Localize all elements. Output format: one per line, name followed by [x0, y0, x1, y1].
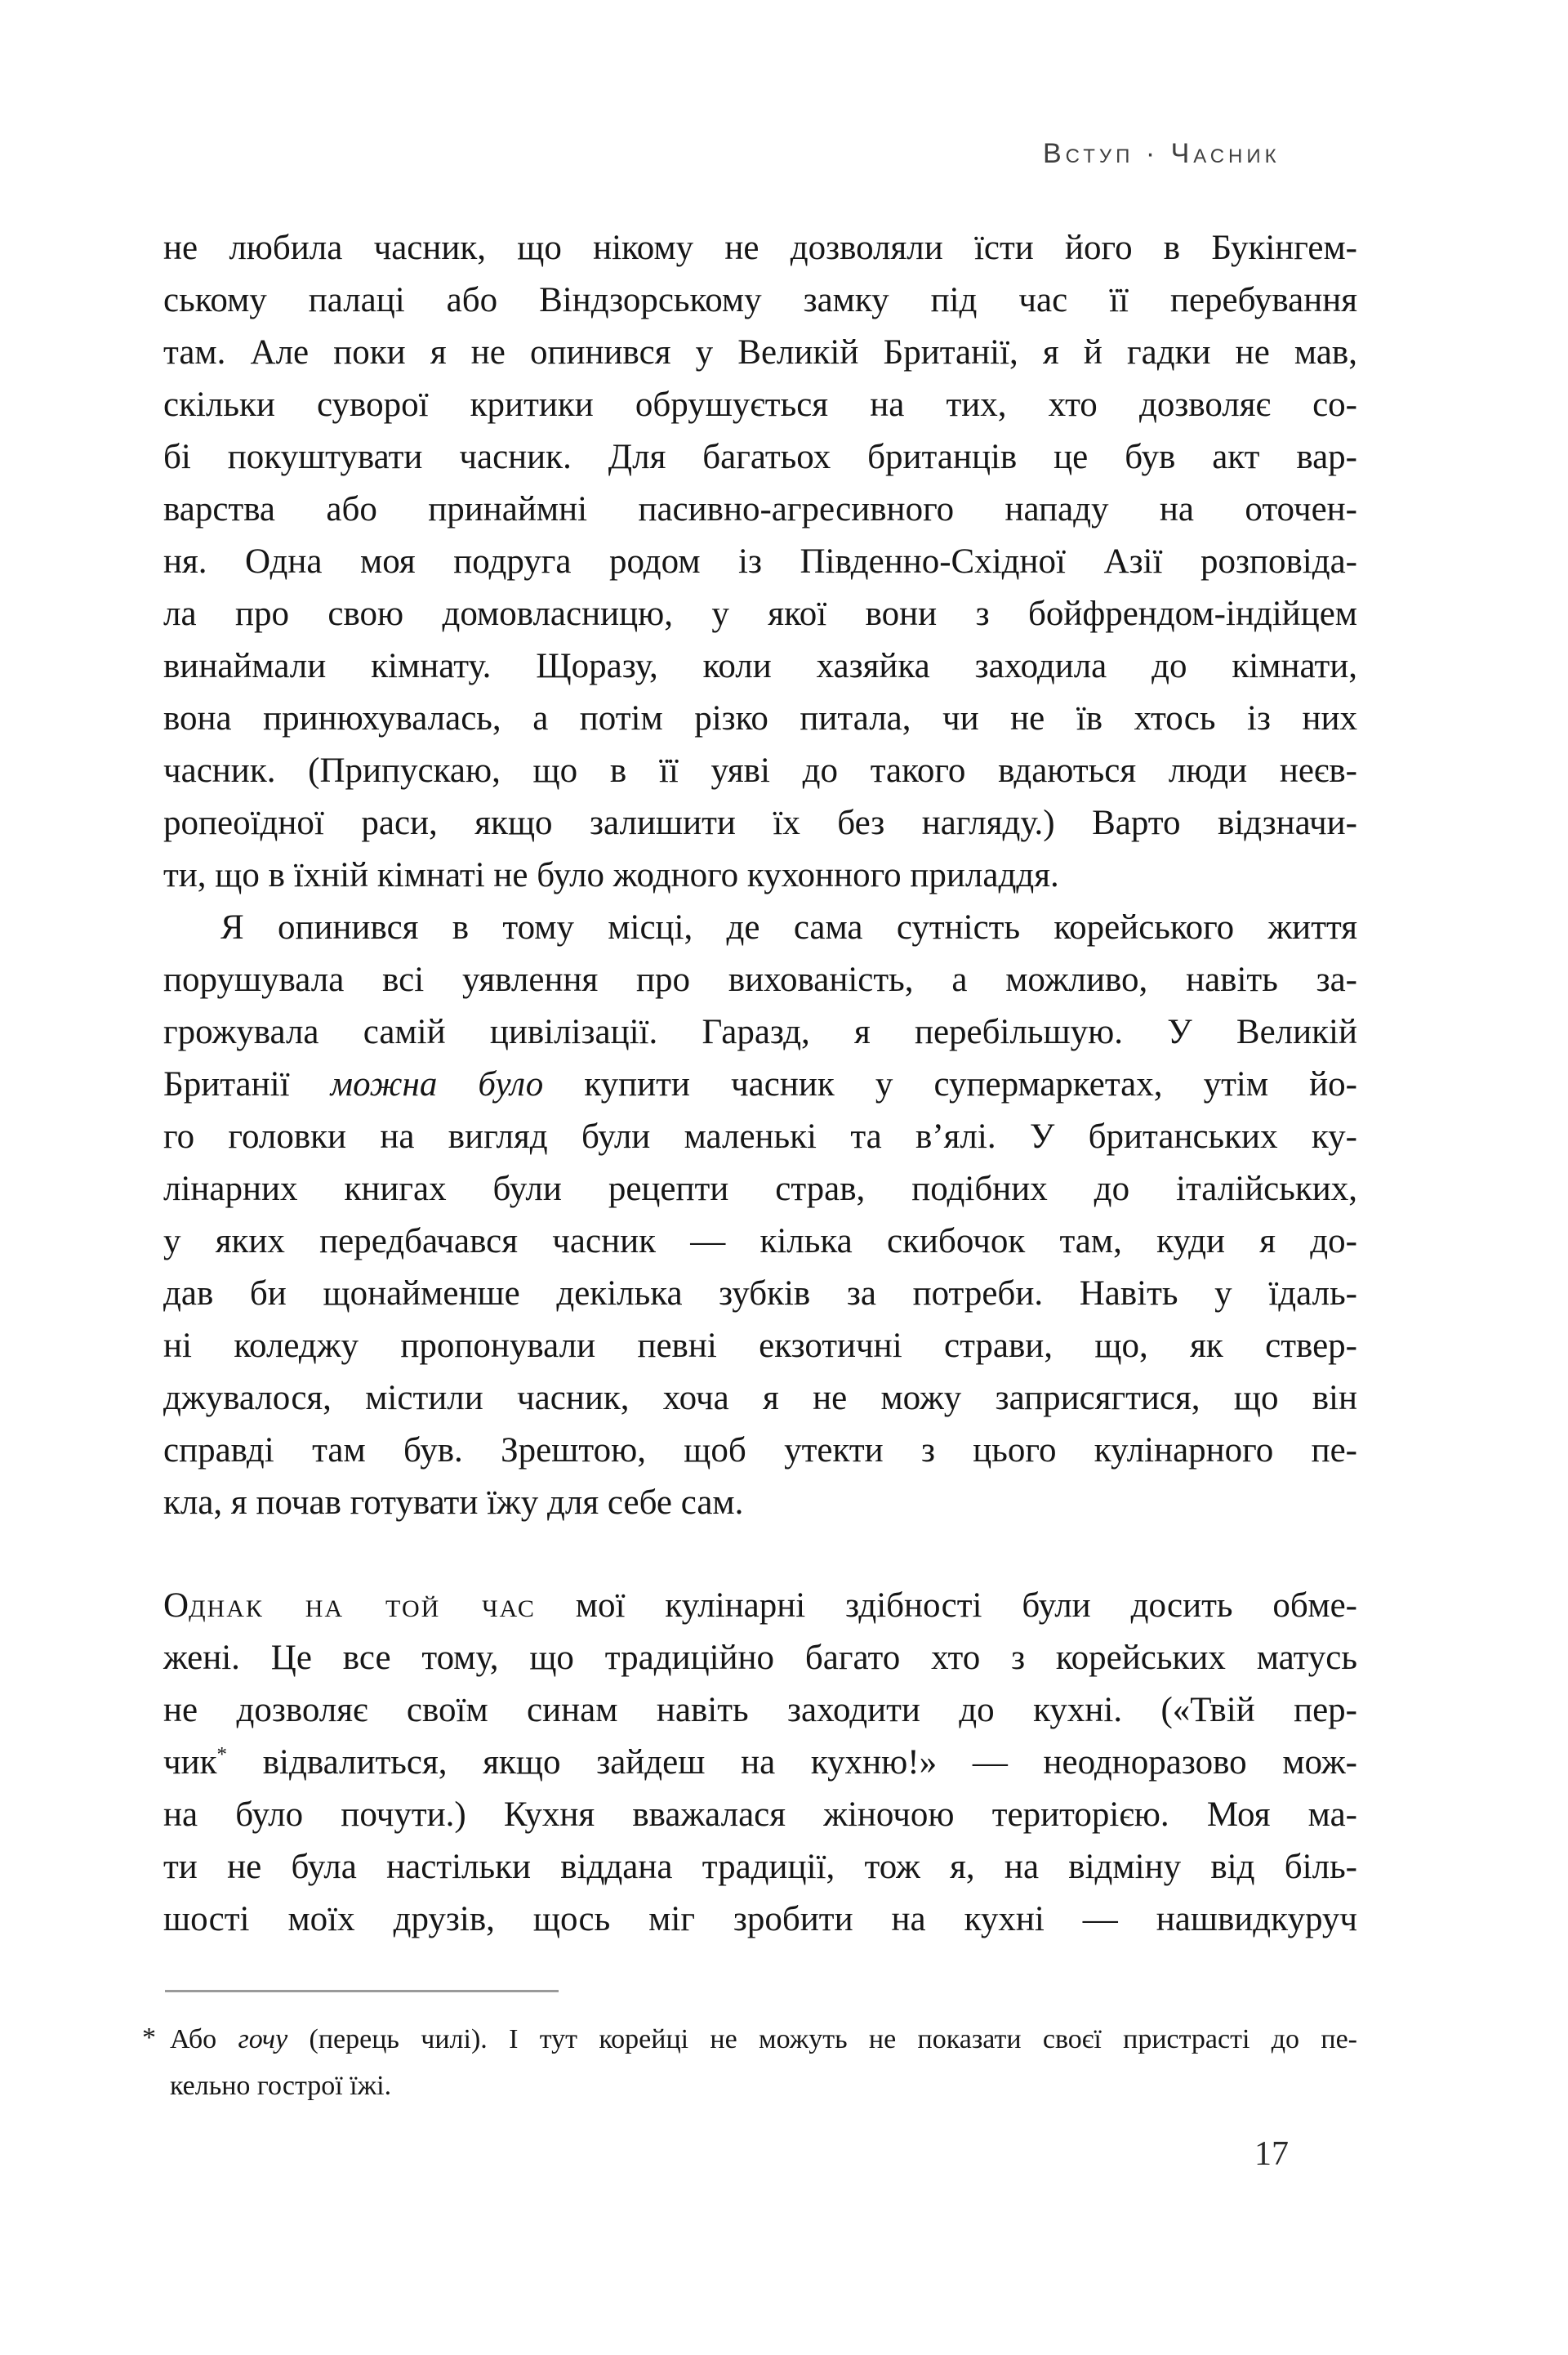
text-line: варства або принаймні пасивно-агресивного нападу на оточен- [163, 490, 1357, 529]
text-line: винаймали кімнату. Щоразу, коли хазяйка заходила до кімнати, [163, 647, 1357, 685]
text-line: на було почути.) Кухня вважалася жіночою територією. Моя ма- [163, 1795, 1357, 1834]
text-segment: Або [170, 2024, 238, 2054]
text-line: порушувала всі уявлення про вихованість, а можливо, навіть за- [163, 961, 1357, 999]
footnote [142, 2016, 1357, 2109]
text-segment: чик [163, 1743, 217, 1782]
footnote-text [170, 2016, 1357, 2109]
text-line: часник. (Припускаю, що в її уяві до такого вдаються люди неєв- [163, 752, 1357, 790]
text-line: джувалося, містили часник, хоча я не можу заприсягтися, що він [163, 1379, 1357, 1417]
text-line: грожувала самій цивілізації. Гаразд, я перебільшую. У Великій [163, 1013, 1357, 1051]
text-line: жені. Це все тому, що традиційно багато хто з корейських матусь [163, 1639, 1357, 1677]
text-line: ти не була настільки віддана традиції, тож я, на відміну від біль- [163, 1848, 1357, 1886]
text-segment: (перець чилі). І тут корейці не можуть не показати своєї пристрасті до пе- [287, 2024, 1357, 2054]
text-line: го головки на вигляд були маленькі та в’ялі. У британських ку- [163, 1117, 1357, 1156]
text-segment: мої кулінарні здібності були досить обме- [535, 1586, 1358, 1625]
text-line [170, 2016, 1357, 2063]
text-line [163, 1737, 1357, 1789]
text-line: не дозволяє своїм синам навіть заходити до кухні. («Твій пер- [163, 1691, 1357, 1729]
text-segment: відвалиться, якщо зайдеш на кухню!» — неодноразово мож- [227, 1743, 1357, 1782]
running-header: Вступ · Часник [1043, 138, 1281, 169]
text-segment-italic: можна було [330, 1065, 544, 1104]
text-line: шості моїх друзів, щось міг зробити на кухні — нашвидкуруч [163, 1900, 1357, 1938]
text-line: у яких передбачався часник — кілька скибочок там, куди я до- [163, 1222, 1357, 1260]
text-segment: Британії [163, 1065, 331, 1104]
text-line: вона принюхувалась, а потім різко питала, чи не їв хтось із них [163, 699, 1357, 738]
text-line: бі покуштувати часник. Для багатьох британців це був акт вар- [163, 438, 1357, 476]
text-line: кла, я почав готувати їжу для себе сам. [163, 1483, 744, 1522]
text-line: скільки суворої критики обрушується на тих, хто дозволяє со- [163, 386, 1357, 424]
text-line: лінарних книгах були рецепти страв, подібних до італійських, [163, 1170, 1357, 1208]
text-line: дав би щонайменше декілька зубків за потреби. Навіть у їдаль- [163, 1274, 1357, 1313]
text-line: кельно гострої їжі. [170, 2071, 392, 2101]
footnote-separator-rule [165, 1990, 559, 1992]
body-text [163, 222, 1357, 1946]
text-line: справді там був. Зрештою, щоб утекти з цього кулінарного пе- [163, 1431, 1357, 1470]
footnote-marker: * [142, 2023, 156, 2053]
text-line: ському палаці або Віндзорському замку під час її перебування [163, 281, 1357, 319]
paragraph [163, 902, 1357, 1529]
text-line: Я опинився в тому місці, де сама сутність корейського життя [220, 908, 1357, 947]
text-segment-smallcaps: днак на той час [189, 1586, 536, 1625]
text-line: не любила часник, що нікому не дозволяли їсти його в Букінгем- [163, 229, 1357, 267]
text-line: ропеоїдної раси, якщо залишити їх без нагляду.) Варто відзначи- [163, 804, 1357, 842]
text-segment-sup: * [216, 1743, 227, 1766]
text-line: ня. Одна моя подруга родом із Південно-Східної Азії розповіда- [163, 542, 1357, 581]
text-line [163, 1059, 1357, 1111]
text-line: там. Але поки я не опинився у Великій Британії, я й гадки не мав, [163, 333, 1357, 372]
text-line [163, 1580, 1357, 1632]
page-number: 17 [1254, 2135, 1289, 2173]
text-segment: купити часник у супермаркетах, утім йо- [543, 1065, 1357, 1104]
text-line: ла про свою домовласницю, у якої вони з бойфрендом-індійцем [163, 595, 1357, 633]
paragraph [163, 222, 1357, 902]
text-segment: О [163, 1586, 189, 1625]
paragraph [163, 1580, 1357, 1946]
text-line: ні коледжу пропонували певні екзотичні страви, що, як ствер- [163, 1327, 1357, 1365]
text-segment-italic: гочу [238, 2024, 288, 2054]
text-line: ти, що в їхній кімнаті не було жодного кухонного приладдя. [163, 856, 1059, 894]
